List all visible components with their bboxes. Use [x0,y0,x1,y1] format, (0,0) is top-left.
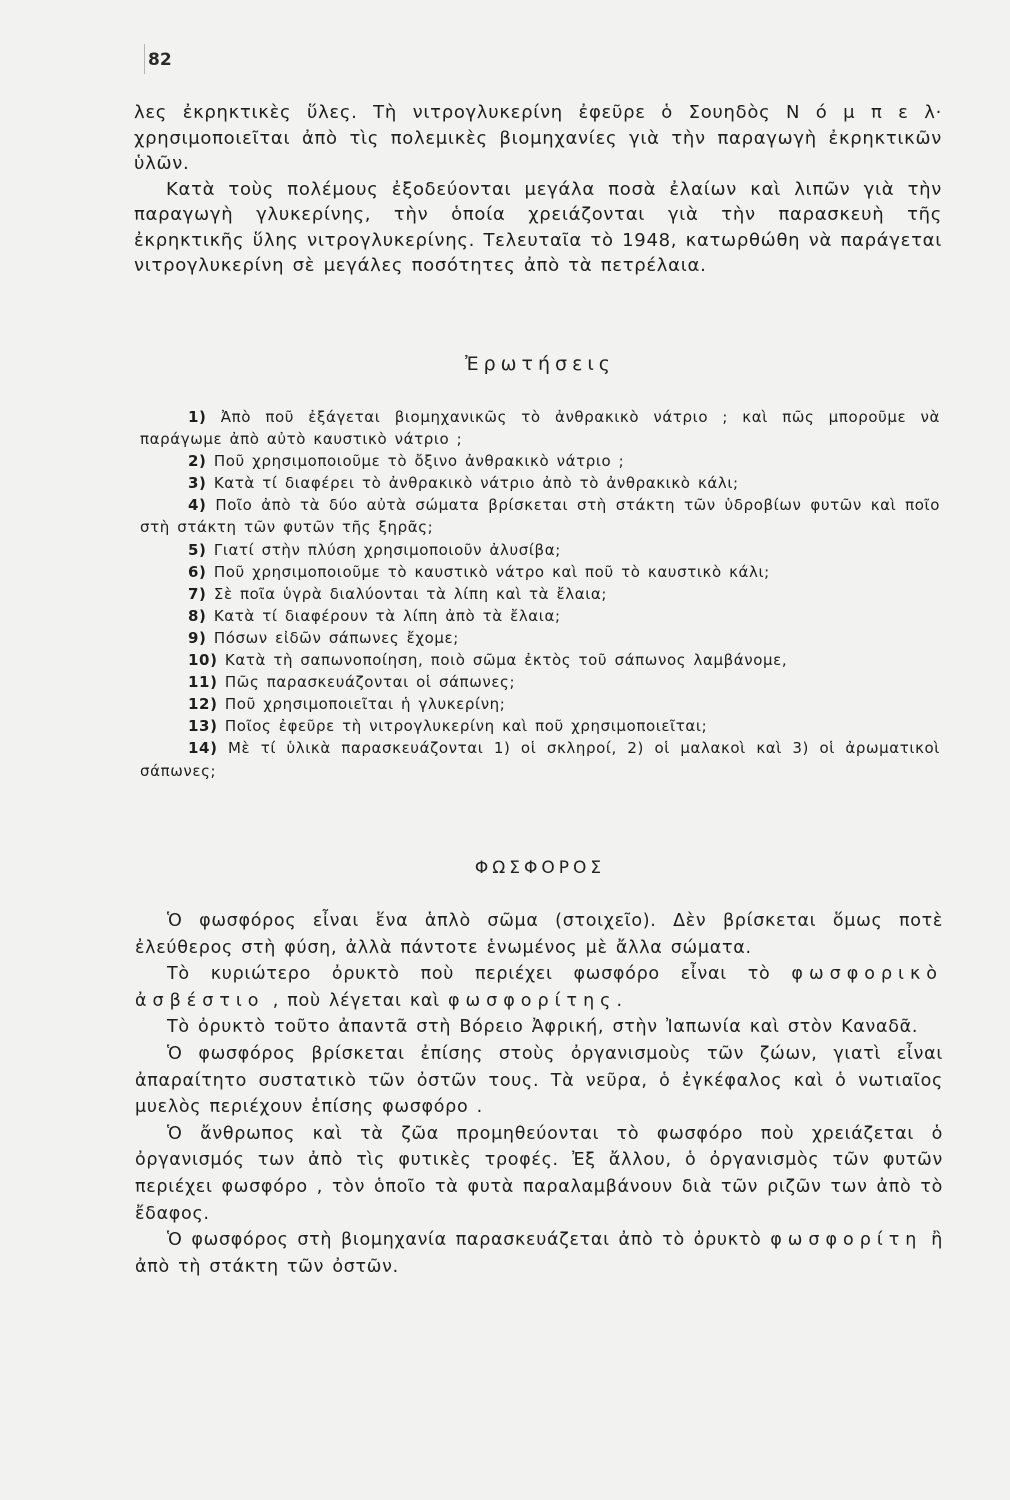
question-item: 2) Ποῦ χρησιμοποιοῦμε τὸ ὄξινο ἀνθρακικὸ νάτριο ; [188,452,625,471]
question-item: 1) Ἀπὸ ποῦ ἐξάγεται βιομηχανικῶς τὸ ἀνθρακικὸ νάτριο ; καὶ πῶς μποροῦμε νὰ παράγωμε ἀπὸ αὐτὸ καυστικὸ νάτριο ; [140,408,940,449]
phosphorus-paragraph-3: Τὸ ὀρυκτὸ τοῦτο ἀπαντᾶ στὴ Βόρειο Ἀφρική, στὴν Ἰαπωνία καὶ στὸν Καναδᾶ. [167,1017,919,1038]
question-item: 6) Ποῦ χρησιμοποιοῦμε τὸ καυστικὸ νάτρο καὶ ποῦ τὸ καυστικὸ κάλι; [188,562,770,581]
question-item: 3) Κατὰ τί διαφέρει τὸ ἀνθρακικὸ νάτριο ἀπὸ τὸ ἀνθρακικὸ κάλι; [188,474,739,493]
term-calcium-phosphate: φωσφορικὸ ἀσβέστιο [135,964,943,1011]
question-item: 7) Σὲ ποῖα ὑγρὰ διαλύονται τὰ λίπη καὶ τὰ ἔλαια; [188,584,608,603]
questions-heading: Ἐρωτήσεις [465,353,615,375]
question-item: 14) Μὲ τί ὑλικὰ παρασκευάζονται 1) οἱ σκληροί, 2) οἱ μαλακοὶ καὶ 3) οἱ ἀρωματικοὶ σάπωνες; [140,739,940,780]
phosphorus-paragraph-5: Ὁ ἄνθρωπος καὶ τὰ ζῶα προμηθεύονται τὸ φωσφόρο ποὺ χρειάζεται ὁ ὀργανισμός των ἀπὸ τὶς φυτικὲς τροφές. Ἐξ ἄλλου, ὁ ὀργανισμὸς τῶν φυτῶν περιέχει φωσφόρο , τὸν ὁποῖο τὰ φυτὰ παραλαμβάνουν διὰ τῶν ριζῶν των ἀπὸ τὸ ἔδαφος. [135,1123,943,1224]
intro-section [134,100,942,279]
phosphorus-paragraph-4: Ὁ φωσφόρος βρίσκεται ἐπίσης στοὺς ὀργανισμοὺς τῶν ζώων, γιατὶ εἶναι ἀπαραίτητο συστατικὸ τῶν ὀστῶν τους. Τὰ νεῦρα, ὁ ἐγκέφαλος καὶ ὁ νωτιαῖος μυελὸς περιέχουν ἐπίσης φωσφόρο . [135,1043,943,1118]
phosphorus-paragraph-2: Τὸ κυριώτερο ὀρυκτὸ ποὺ περιέχει φωσφόρο εἶναι τὸ φωσφορικὸ ἀσβέστιο , ποὺ λέγεται καὶ φωσφορίτης. [135,964,943,1011]
term-phosphorite: φωσφορίτης. [447,990,629,1011]
phosphorus-heading: ΦΩΣΦΟΡΟΣ [474,858,606,878]
phosphorus-paragraph-6: Ὁ φωσφόρος στὴ βιομηχανία παρασκευάζεται ἀπὸ τὸ ὀρυκτὸ φωσφορίτη ἢ ἀπὸ τὴ στάκτη τῶν ὀστῶν. [135,1230,943,1277]
page-number: 82 [148,50,172,70]
question-item: 8) Κατὰ τί διαφέρουν τὰ λίπη ἀπὸ τὰ ἔλαια; [188,606,561,625]
term-phosphorite-2: φωσφορίτη [770,1230,923,1251]
question-item: 4) Ποῖο ἀπὸ τὰ δύο αὐτὰ σώματα βρίσκεται στὴ στάκτη τῶν ὑδροβίων φυτῶν καὶ ποῖο στὴ στάκτη τῶν φυτῶν τῆς ξηρᾶς; [140,496,940,537]
question-item: 13) Ποῖος ἐφεῦρε τὴ νιτρογλυκερίνη καὶ ποῦ χρησιμοποιεῖται; [188,717,708,736]
question-item: 5) Γιατί στὴν πλύση χρησιμοποιοῦν ἀλυσίβα; [188,540,561,559]
question-item: 9) Πόσων εἰδῶν σάπωνες ἔχομε; [188,628,459,647]
phosphorus-section [135,908,943,1280]
question-item: 12) Ποῦ χρησιμοποιεῖται ἡ γλυκερίνη; [188,695,506,714]
questions-list [140,406,940,782]
margin-line [144,44,145,74]
intro-paragraph-2: Κατὰ τοὺς πολέμους ἐξοδεύονται μεγάλα ποσὰ ἐλαίων καὶ λιπῶν γιὰ τὴν παραγωγὴ γλυκερίνης, τὴν ὁποία χρειάζονται γιὰ τὴν παρασκευὴ τῆς ἐκρηκτικῆς ὕλης νιτρογλυκερίνης. Τελευταῖα τὸ 1948, κατωρθώθη νὰ παράγεται νιτρογλυκερίνη σὲ μεγάλες ποσότητες ἀπὸ τὰ πετρέλαια. [134,178,942,276]
question-item: 10) Κατὰ τὴ σαπωνοποίηση, ποιὸ σῶμα ἐκτὸς τοῦ σάπωνος λαμβάνομε, [188,651,788,670]
question-item: 11) Πῶς παρασκευάζονται οἱ σάπωνες; [188,673,516,692]
intro-paragraph-1: λες ἐκρηκτικὲς ὕλες. Τὴ νιτρογλυκερίνη ἐφεῦρε ὁ Σουηδὸς Ν ό μ π ε λ· χρησιμοποιεῖται ἀπὸ τὶς πολεμικὲς βιομηχανίες γιὰ τὴν παραγωγὴ ἐκρηκτικῶν ὑλῶν. [134,102,942,174]
phosphorus-paragraph-1: Ὁ φωσφόρος εἶναι ἕνα ἁπλὸ σῶμα (στοιχεῖο). Δὲν βρίσκεται ὅμως ποτὲ ἐλεύθερος στὴ φύση, ἀλλὰ πάντοτε ἑνωμένος μὲ ἄλλα σώματα. [135,911,943,958]
